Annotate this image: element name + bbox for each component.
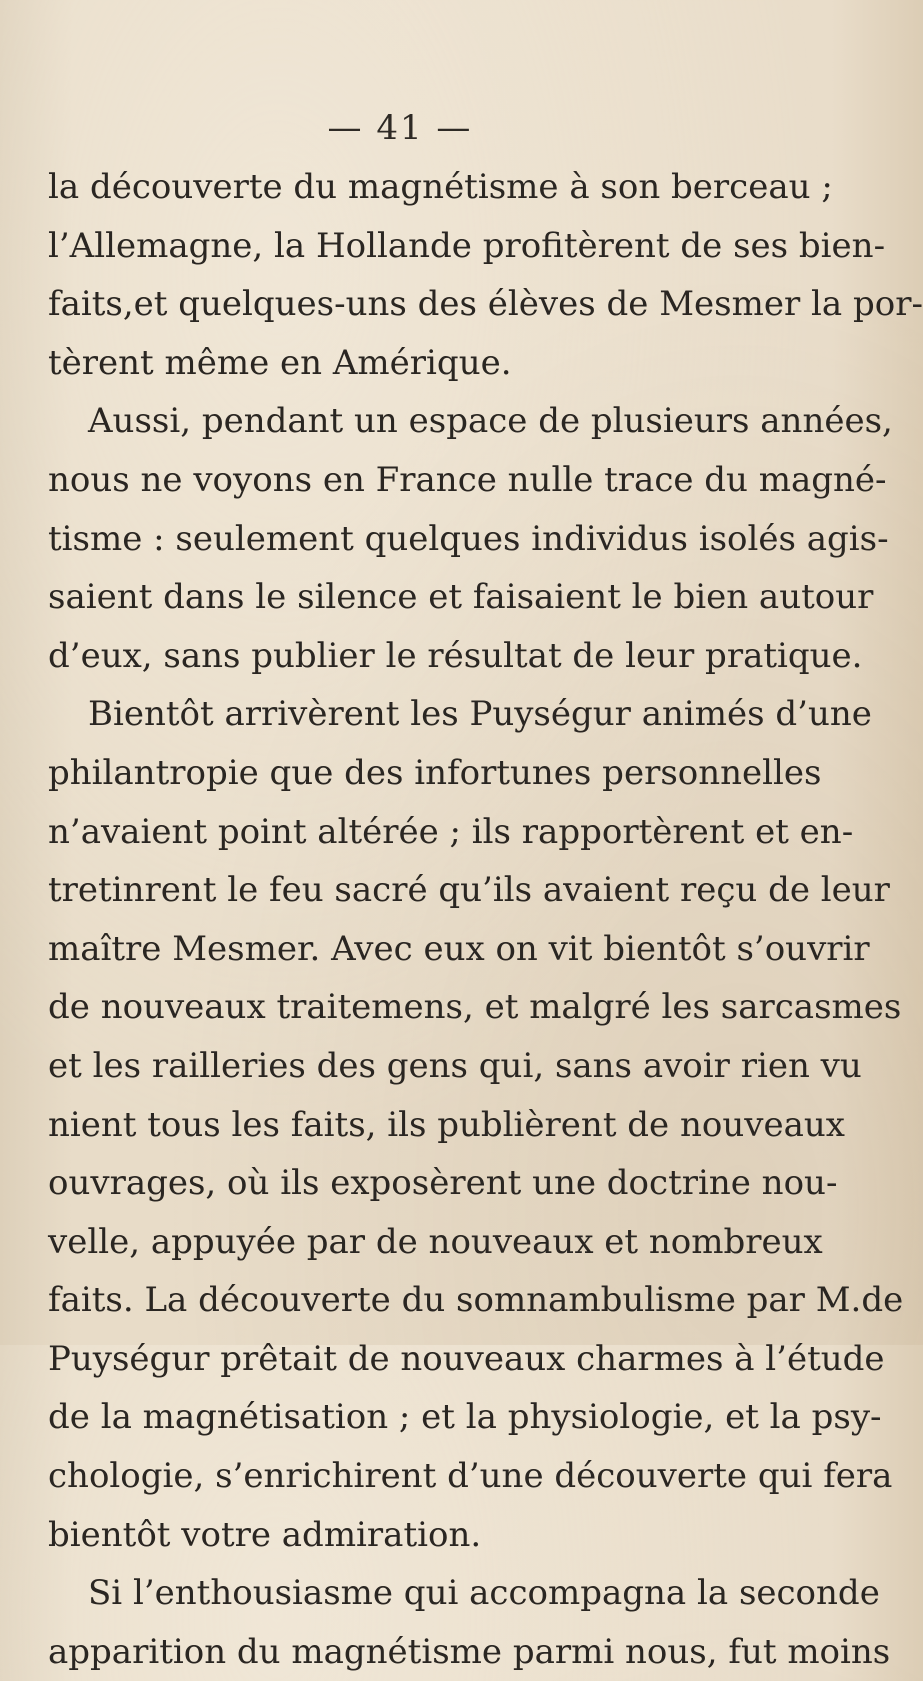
text-line: Puységur prêtait de nouveaux charmes à l’étude (48, 1338, 885, 1379)
text-line: tretinrent le feu sacré qu’ils avaient reçu de leur (48, 870, 890, 911)
text-line: de nouveaux traitemens, et malgré les sarcasmes (48, 987, 902, 1028)
text-line: n’avaient point altérée ; ils rapportèrent et en- (48, 811, 854, 852)
page-number: — 41 — (327, 108, 473, 148)
page-body-text (48, 158, 923, 1681)
text-line: Bientôt arrivèrent les Puységur animés d’une (88, 694, 872, 735)
text-line: Si l’enthousiasme qui accompagna la seconde (88, 1573, 880, 1614)
text-line: philantropie que des infortunes personnelles (48, 752, 822, 793)
text-line: faits,et quelques-uns des élèves de Mesmer la por- (48, 284, 923, 325)
text-line: tisme : seulement quelques individus isolés agis- (48, 518, 889, 559)
text-line: la découverte du magnétisme à son berceau ; (48, 167, 833, 207)
text-line: l’Allemagne, la Hollande profitèrent de ses bien- (48, 225, 886, 266)
text-line: et les railleries des gens qui, sans avoir rien vu (48, 1045, 862, 1086)
text-line: faits. La découverte du somnambulisme par M.de (48, 1280, 904, 1321)
text-line: chologie, s’enrichirent d’une découverte qui fera (48, 1456, 893, 1497)
text-line: saient dans le silence et faisaient le bien autour (48, 577, 874, 618)
text-line: velle, appuyée par de nouveaux et nombreux (48, 1221, 823, 1262)
text-line: nous ne voyons en France nulle trace du magné- (48, 459, 887, 500)
text-line: maître Mesmer. Avec eux on vit bientôt s’ouvrir (48, 928, 870, 969)
text-line: ouvrages, où ils exposèrent une doctrine nou- (48, 1163, 838, 1204)
text-line: d’eux, sans publier le résultat de leur pratique. (48, 635, 863, 676)
text-line: apparition du magnétisme parmi nous, fut moins (48, 1631, 891, 1672)
text-line: tèrent même en Amérique. (48, 342, 512, 383)
text-line: bientôt votre admiration. (48, 1514, 482, 1555)
text-line: nient tous les faits, ils publièrent de nouveaux (48, 1104, 845, 1145)
text-line: Aussi, pendant un espace de plusieurs années, (88, 401, 893, 442)
text-line: de la magnétisation ; et la physiologie, et la psy- (48, 1397, 882, 1438)
